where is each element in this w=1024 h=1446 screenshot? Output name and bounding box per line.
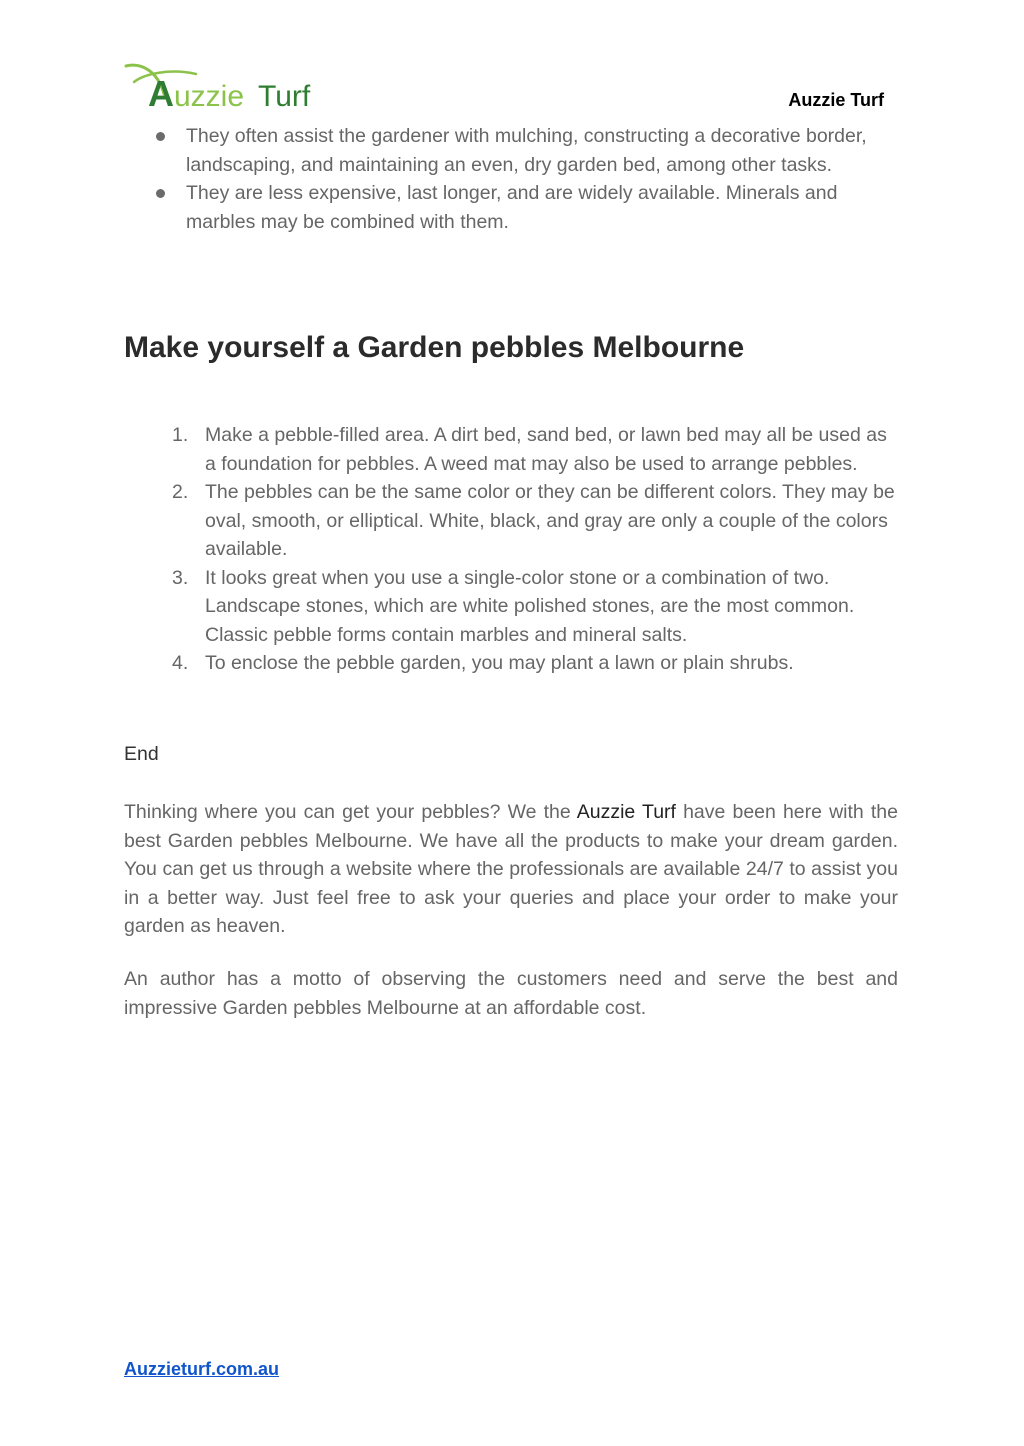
- bullet-icon: [156, 132, 165, 141]
- list-item: [124, 421, 900, 478]
- step-text: The pebbles can be the same color or they can be different colors. They may be oval, smooth, or elliptical. White, black, and gray are only a couple of the colors available.: [205, 481, 895, 560]
- bullet-text: They often assist the gardener with mulching, constructing a decorative border, landscaping, and maintaining an even, dry garden bed, among other tasks.: [186, 125, 867, 176]
- logo-mark: [124, 60, 324, 114]
- bullet-icon: [156, 189, 165, 198]
- author-paragraph: An author has a motto of observing the customers need and serve the best and impressive Garden pebbles Melbourne at an affordable cost.: [124, 968, 898, 1019]
- step-text: It looks great when you use a single-color stone or a combination of two. Landscape stones, which are white polished stones, are the most common. Classic pebble forms contain marbles and mineral salts.: [205, 566, 855, 646]
- logo-letter-a: A: [148, 73, 174, 114]
- list-item: [124, 649, 900, 678]
- paragraph-text: Thinking where you can get your pebbles? We the: [124, 801, 577, 823]
- step-text: To enclose the pebble garden, you may plant a lawn or plain shrubs.: [205, 652, 794, 674]
- logo-word-uzzie: uzzie: [174, 80, 245, 113]
- list-item: [124, 478, 900, 564]
- list-item: [124, 122, 884, 179]
- footer-website-link[interactable]: Auzzieturf.com.au: [124, 1359, 280, 1379]
- step-text: Make a pebble-filled area. A dirt bed, sand bed, or lawn bed may all be used as a foundation for pebbles. A weed mat may also be used to arrange pebbles.: [205, 424, 887, 475]
- paragraph-text: have been here with the best Garden pebbles Melbourne. We have all the products to make your dream garden. You can get us through a website where the professionals are available 24/7 to assist you in a better way. Just feel free to ask your queries and place your order to make your garden as heaven.: [124, 801, 898, 937]
- step-number: 1.: [172, 424, 189, 446]
- bullet-text: They are less expensive, last longer, and are widely available. Minerals and marbles may be combined with them.: [186, 182, 838, 233]
- logo-word-turf: Turf: [258, 80, 311, 113]
- step-number: 2.: [172, 481, 189, 503]
- section-heading: Make yourself a Garden pebbles Melbourne: [124, 331, 745, 364]
- list-item: [124, 179, 884, 236]
- header-title: Auzzie Turf: [788, 90, 884, 110]
- auzzie-turf-link[interactable]: Auzzie Turf: [576, 801, 676, 823]
- auzzie-turf-logo: [124, 60, 324, 114]
- step-number: 3.: [172, 566, 189, 589]
- closing-paragraph: [124, 798, 898, 941]
- benefits-list: [124, 122, 884, 236]
- steps-list: [124, 421, 900, 678]
- list-item: [124, 564, 900, 650]
- step-number: 4.: [172, 652, 189, 674]
- end-label: End: [124, 743, 159, 765]
